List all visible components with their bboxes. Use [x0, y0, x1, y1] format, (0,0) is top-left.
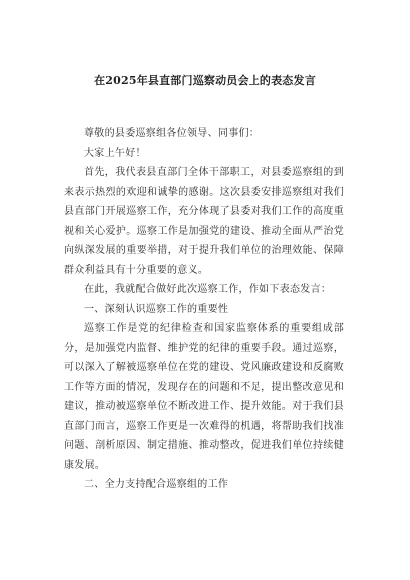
paragraph-intro: 首先，我代表县直部门全体干部职工，对县委巡察组的到来表示热烈的欢迎和诚挚的感谢。这次县委安排巡察组对我们县直部门开展巡察工作，充分体现了县委对我们工作的高度重视和关心爱护。巡察工作是加强党的建设、推动全面从严治党向纵深发展的重要举措，对于提升我们单位的治理效能、保障群众利益具有十分重要的意义。: [64, 167, 344, 276]
salutation: 尊敬的县委巡察组各位领导、同事们：: [84, 128, 260, 139]
document-title: 在2025年县直部门巡察动员会上的表态发言: [94, 74, 316, 87]
section-heading-1: 一、深刻认识巡察工作的重要性: [84, 303, 229, 315]
section-heading-2: 二、全力支持配合巡察组的工作: [84, 479, 229, 490]
section-1-paragraph: 巡察工作是党的纪律检查和国家监察体系的重要组成部分，是加强党内监督、维护党的纪律的重要手段。通过巡察，可以深入了解被巡察单位在党的建设、党风廉政建设和反腐败工作等方面的情况，发现存在的问题和不足，提出整改意见和建议，推动被巡察单位不断改进工作、提升效能。对于我们县直部门而言，巡察工作更是一次难得的机遇，将帮助我们找准问题、剖析原因、制定措施、推动整改，促进我们单位持续健康发展。: [64, 323, 344, 471]
paragraph-statement: 在此，我就配合做好此次巡察工作，作如下表态发言：: [84, 284, 332, 295]
greeting: 大家上午好！: [84, 147, 146, 159]
document-body: [64, 124, 344, 495]
